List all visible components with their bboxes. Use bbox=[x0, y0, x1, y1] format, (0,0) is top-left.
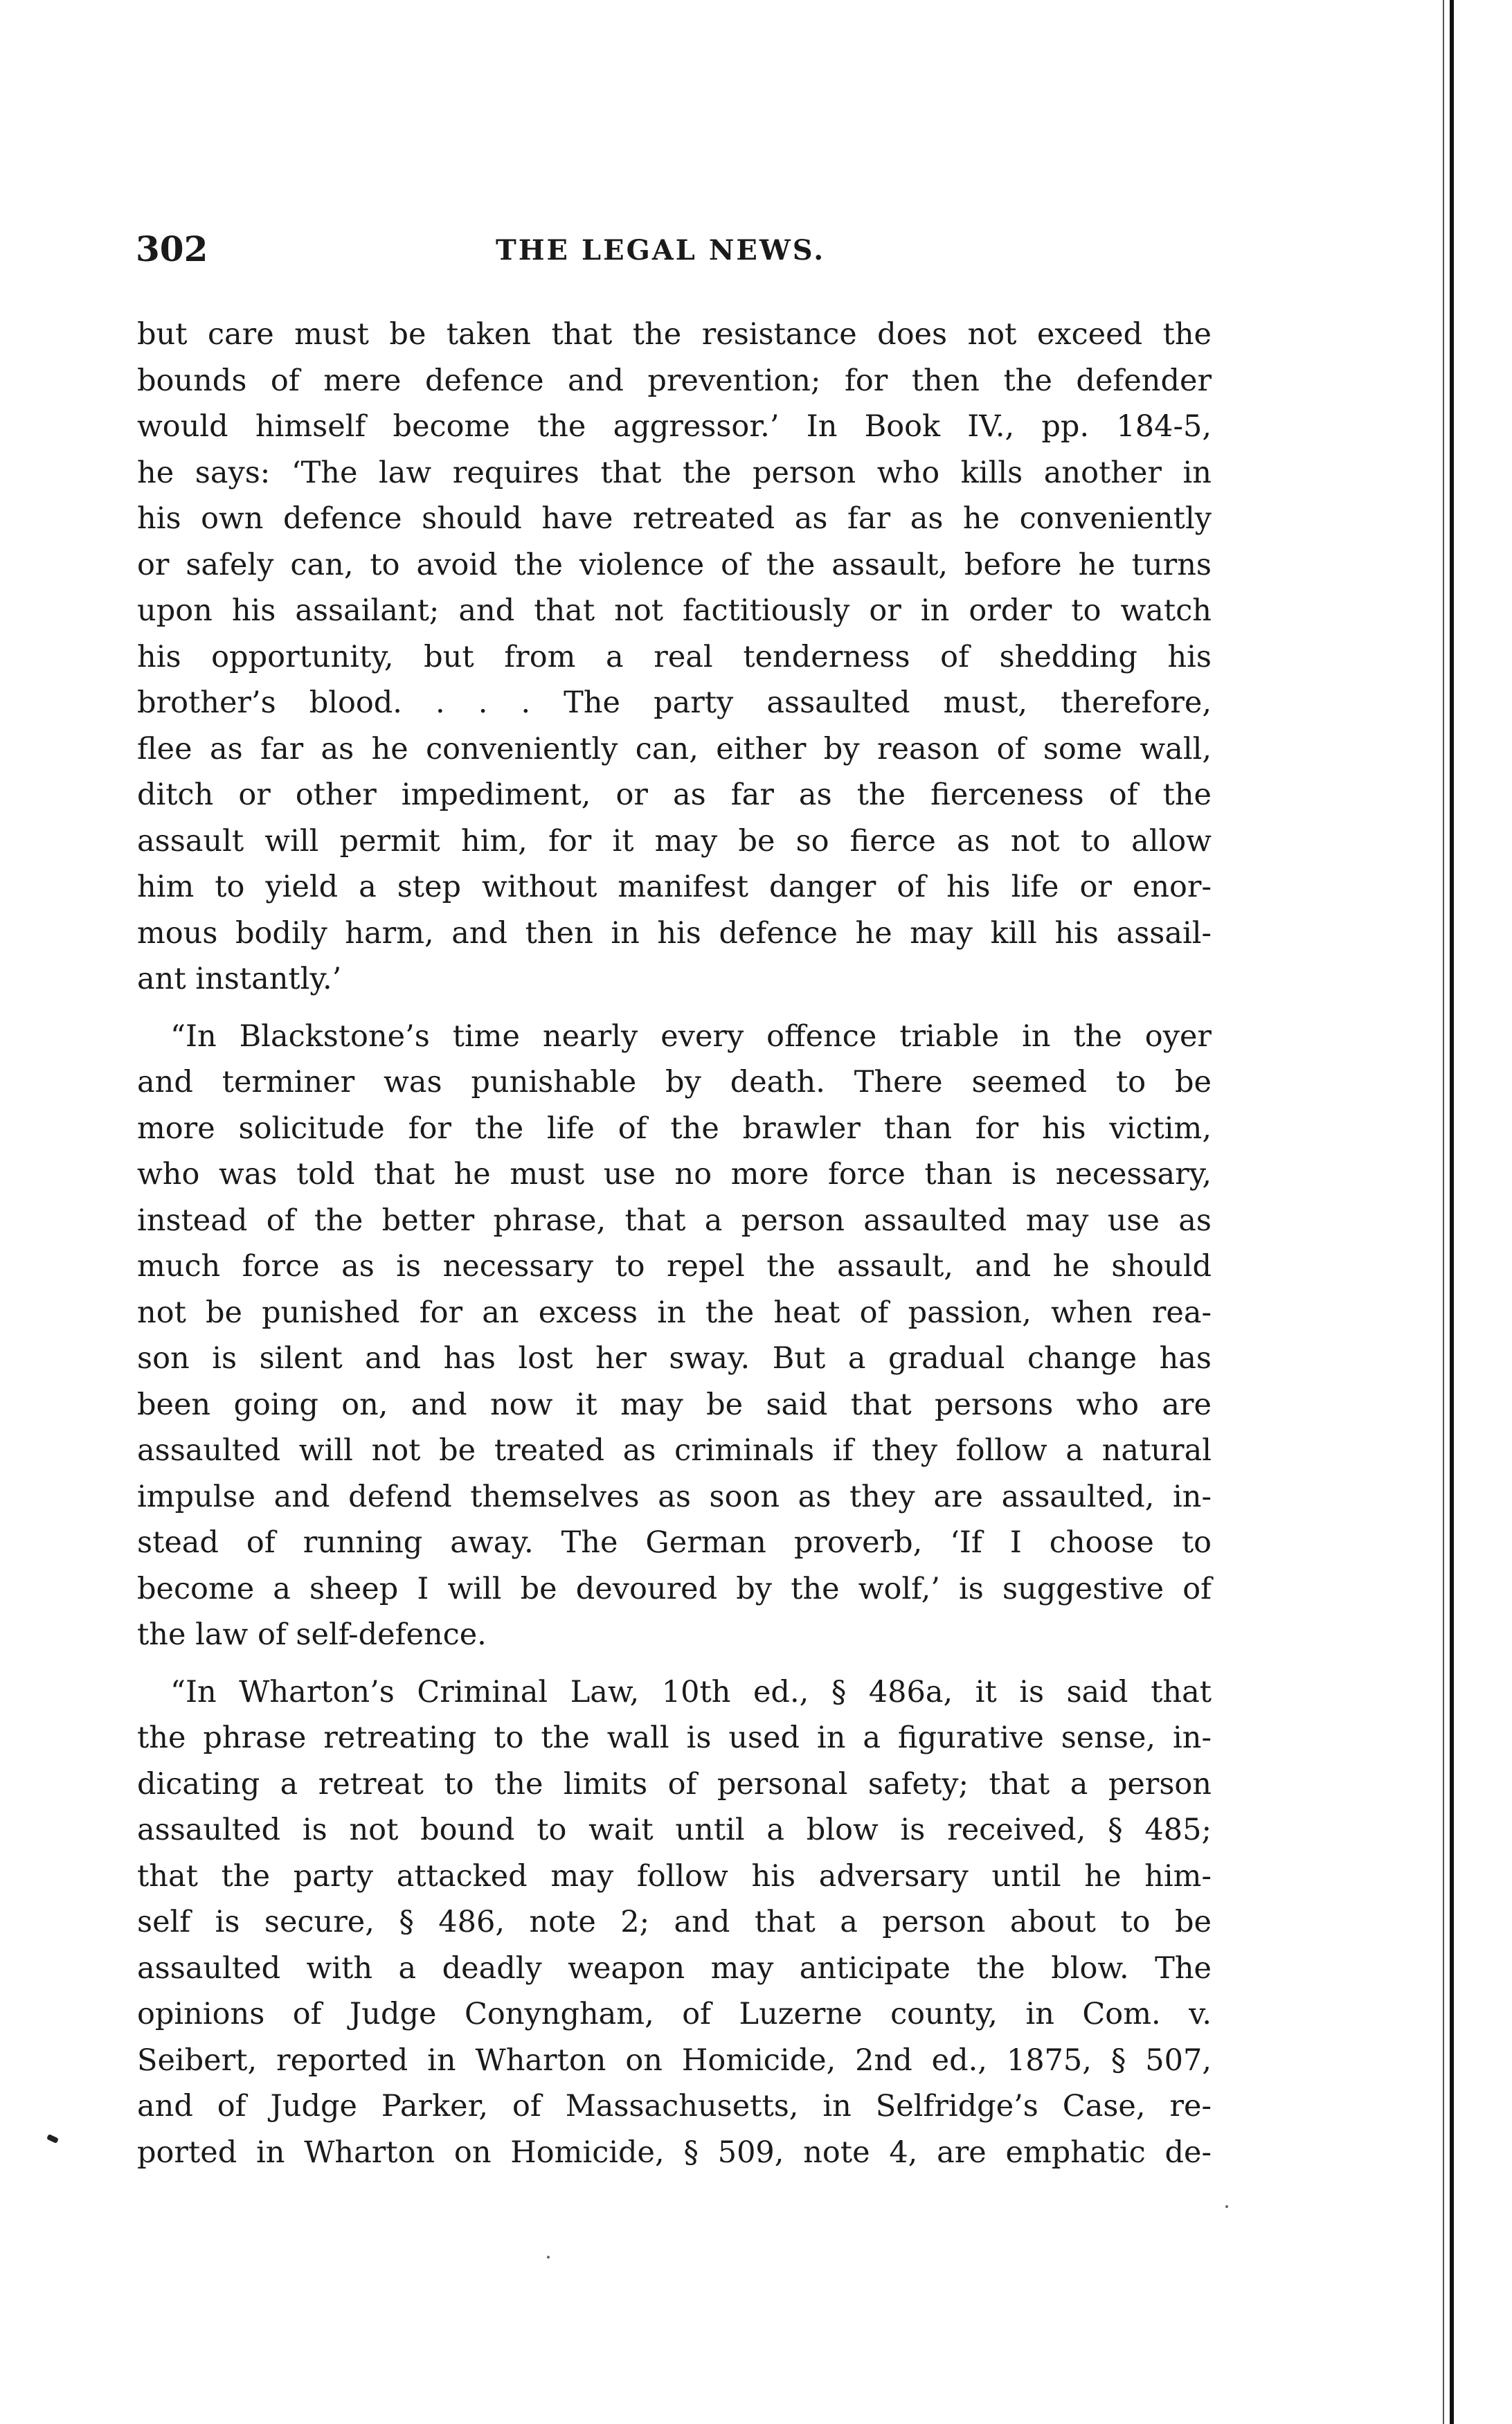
text-line: self is secure, § 486, note 2; and that a person about to be bbox=[137, 1905, 1212, 1939]
text-line: instead of the better phrase, that a person assaulted may use as bbox=[137, 1203, 1212, 1238]
running-head: THE LEGAL NEWS. bbox=[496, 234, 826, 267]
text-line: impulse and defend themselves as soon as they are assaulted, in- bbox=[137, 1479, 1212, 1514]
text-line: brother’s blood. . . . The party assaulted must, therefore, bbox=[137, 685, 1212, 720]
text-line: mous bodily harm, and then in his defence he may kill his assail- bbox=[137, 915, 1212, 951]
text-line: but care must be taken that the resistance does not exceed the bbox=[137, 317, 1212, 352]
text-line: or safely can, to avoid the violence of the assault, before he turns bbox=[137, 547, 1212, 582]
page-header bbox=[136, 228, 1216, 284]
text-line: ant instantly.’ bbox=[137, 962, 342, 996]
text-line: he says: ‘The law requires that the person who kills another in bbox=[137, 455, 1212, 490]
text-line: who was told that he must use no more force than is necessary, bbox=[137, 1157, 1212, 1192]
text-line: been going on, and now it may be said that persons who are bbox=[137, 1387, 1212, 1422]
page-number: 302 bbox=[136, 228, 208, 269]
text-line: ported in Wharton on Homicide, § 509, note 4, are emphatic de- bbox=[137, 2135, 1212, 2170]
text-line: not be punished for an excess in the heat of passion, when rea- bbox=[137, 1295, 1212, 1330]
paragraph bbox=[137, 1669, 1212, 2176]
text-line: stead of running away. The German proverb, ‘If I choose to bbox=[137, 1525, 1212, 1560]
text-line: son is silent and has lost her sway. But a gradual change has bbox=[137, 1341, 1212, 1376]
text-line: his opportunity, but from a real tenderness of shedding his bbox=[137, 639, 1212, 674]
text-line: his own defence should have retreated as far as he conveniently bbox=[137, 501, 1212, 536]
page-edge-rule-thin bbox=[1443, 0, 1444, 2424]
ink-speck bbox=[1225, 2205, 1228, 2208]
text-line: assault will permit him, for it may be so fierce as not to allow bbox=[137, 823, 1212, 859]
text-line: ditch or other impediment, or as far as the fierceness of the bbox=[137, 778, 1212, 812]
text-line: him to yield a step without manifest danger of his life or enor- bbox=[137, 870, 1212, 904]
text-line: “In Wharton’s Criminal Law, 10th ed., § 486a, it is said that bbox=[170, 1674, 1212, 1709]
text-line: upon his assailant; and that not factitiously or in order to watch bbox=[137, 593, 1212, 628]
text-line: Seibert, reported in Wharton on Homicide, 2nd ed., 1875, § 507, bbox=[137, 2043, 1212, 2078]
text-line: become a sheep I will be devoured by the wolf,’ is suggestive of bbox=[137, 1571, 1212, 1606]
text-line: and of Judge Parker, of Massachusetts, in Selfridge’s Case, re- bbox=[137, 2089, 1212, 2124]
text-line: the phrase retreating to the wall is used in a figurative sense, in- bbox=[137, 1721, 1212, 1755]
text-line: flee as far as he conveniently can, either by reason of some wall, bbox=[137, 731, 1212, 766]
text-line: would himself become the aggressor.’ In Book IV., pp. 184-5, bbox=[137, 409, 1212, 444]
text-line: opinions of Judge Conyngham, of Luzerne county, in Com. v. bbox=[137, 1997, 1212, 2031]
page-edge-rule bbox=[1450, 0, 1454, 2424]
text-line: assaulted is not bound to wait until a blow is received, § 485; bbox=[137, 1813, 1212, 1847]
text-line: bounds of mere defence and prevention; for then the defender bbox=[137, 363, 1212, 398]
paragraph bbox=[137, 312, 1212, 1003]
text-line: much force as is necessary to repel the assault, and he should bbox=[137, 1249, 1212, 1284]
text-line: assaulted with a deadly weapon may anticipate the blow. The bbox=[137, 1950, 1212, 1986]
text-line: the law of self-defence. bbox=[137, 1617, 487, 1652]
text-line: more solicitude for the life of the brawler than for his victim, bbox=[137, 1111, 1212, 1146]
text-line: “In Blackstone’s time nearly every offence triable in the oyer bbox=[170, 1018, 1212, 1054]
text-line: that the party attacked may follow his adversary until he him- bbox=[137, 1858, 1212, 1894]
text-line: and terminer was punishable by death. There seemed to be bbox=[137, 1065, 1212, 1099]
paragraph bbox=[137, 1014, 1212, 1658]
ink-speck bbox=[547, 2256, 550, 2259]
text-line: dicating a retreat to the limits of personal safety; that a person bbox=[137, 1766, 1212, 1802]
margin-ink-mark bbox=[46, 2134, 59, 2144]
text-line: assaulted will not be treated as criminals if they follow a natural bbox=[137, 1433, 1212, 1468]
body-text bbox=[137, 312, 1212, 2175]
